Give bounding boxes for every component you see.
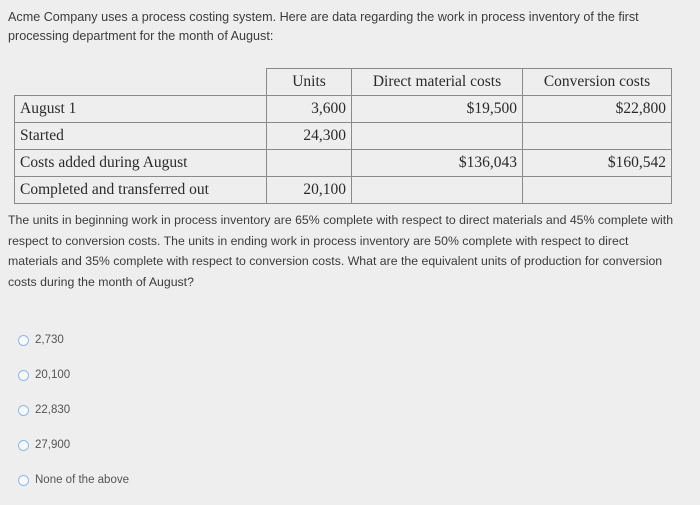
radio-button-icon[interactable] (18, 335, 29, 346)
row-direct-material (352, 177, 523, 204)
row-label: Started (15, 123, 267, 150)
table-row (15, 150, 672, 177)
option-2730[interactable] (18, 330, 129, 350)
option-label: 27,900 (35, 439, 71, 451)
row-conversion: $160,542 (523, 150, 672, 177)
option-label: 22,830 (35, 404, 71, 416)
row-units (267, 150, 352, 177)
row-label: Completed and transferred out (15, 177, 267, 204)
option-label: 20,100 (35, 369, 71, 381)
header-direct-material-costs: Direct material costs (352, 69, 523, 96)
row-units: 3,600 (267, 96, 352, 123)
radio-button-icon[interactable] (18, 440, 29, 451)
row-conversion (523, 177, 672, 204)
option-label: None of the above (35, 474, 129, 486)
table-row (15, 96, 672, 123)
header-conversion-costs: Conversion costs (523, 69, 672, 96)
row-direct-material: $19,500 (352, 96, 523, 123)
row-conversion: $22,800 (523, 96, 672, 123)
table-row (15, 123, 672, 150)
header-blank (15, 69, 267, 96)
option-none-of-the-above[interactable] (18, 470, 129, 490)
answer-options (18, 330, 129, 505)
row-direct-material (352, 123, 523, 150)
header-units: Units (267, 69, 352, 96)
problem-intro: Acme Company uses a process costing system. Here are data regarding the work in process inventory of the first processing department for the month of August: (8, 10, 639, 43)
row-label: Costs added during August (15, 150, 267, 177)
radio-button-icon[interactable] (18, 405, 29, 416)
option-20100[interactable] (18, 365, 129, 385)
row-units: 20,100 (267, 177, 352, 204)
row-direct-material: $136,043 (352, 150, 523, 177)
option-27900[interactable] (18, 435, 129, 455)
row-units: 24,300 (267, 123, 352, 150)
radio-button-icon[interactable] (18, 370, 29, 381)
radio-button-icon[interactable] (18, 475, 29, 486)
process-costing-table (14, 68, 672, 204)
option-label: 2,730 (35, 334, 64, 346)
table-header-row (15, 69, 672, 96)
row-conversion (523, 123, 672, 150)
question-text: The units in beginning work in process inventory are 65% complete with respect to direct materials and 45% complete with respect to conversion costs. The units in ending work in process inventory are 50% complete with respect to direct materials and 35% complete with respect to conversion costs. What are the equivalent units of production for conversion costs during the month of August? (8, 213, 674, 289)
row-label: August 1 (15, 96, 267, 123)
table-row (15, 177, 672, 204)
option-22830[interactable] (18, 400, 129, 420)
